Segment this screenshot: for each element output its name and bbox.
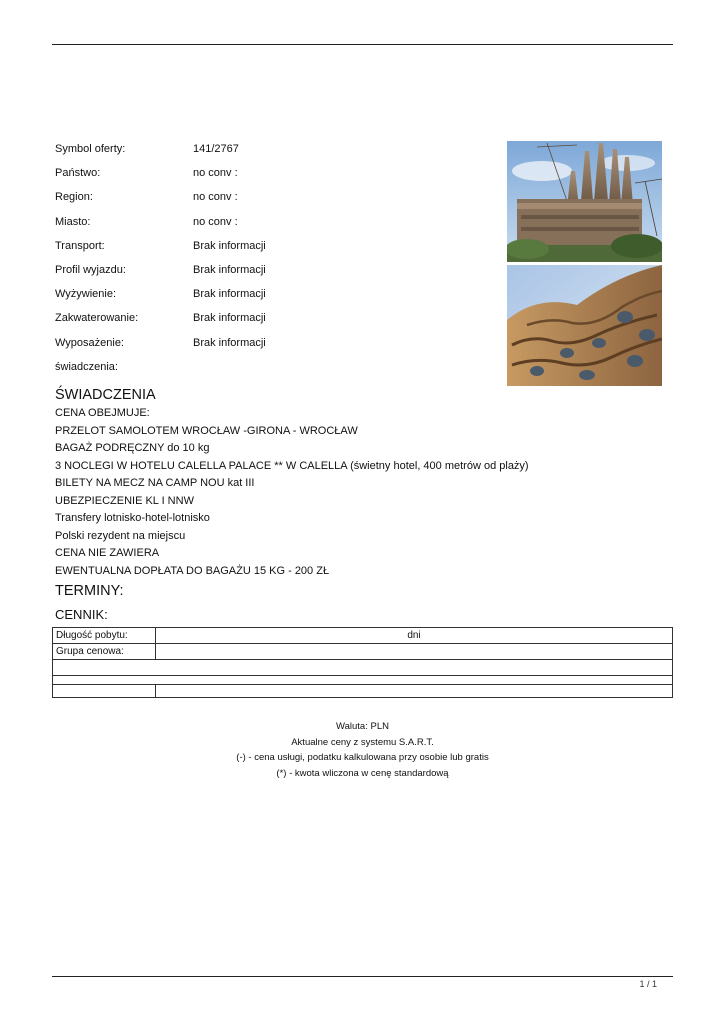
detail-row-symbol [55, 140, 495, 164]
detail-row-services [55, 358, 495, 382]
empty-cell [53, 685, 156, 698]
description-line: 3 NOCLEGI W HOTELU CALELLA PALACE ** W CALELLA (świetny hotel, 400 metrów od plaży) [55, 459, 529, 472]
offer-details [55, 140, 495, 382]
description-line: PRZELOT SAMOLOTEM WROCŁAW -GIRONA - WROCŁAW [55, 424, 358, 437]
detail-value: Brak informacji [193, 336, 266, 349]
price-notes [52, 719, 673, 781]
price-table [52, 627, 673, 698]
price-group-label: Grupa cenowa: [53, 644, 156, 660]
detail-row-accommodation [55, 309, 495, 333]
footer-rule [52, 976, 673, 977]
dash-legend-note: (-) - cena usługi, podatku kalkulowana przy osobie lub gratis [236, 752, 489, 763]
detail-value: Brak informacji [193, 288, 266, 301]
empty-cell [156, 685, 673, 698]
asterisk-legend-note: (*) - kwota wliczona w cenę standardową [276, 767, 449, 779]
detail-row-city [55, 213, 495, 237]
detail-value: no conv : [193, 167, 238, 180]
casa-batllo-photo [507, 265, 662, 386]
table-row [53, 628, 673, 644]
detail-label: Transport: [55, 239, 105, 252]
duration-label: Długość pobytu: [53, 628, 156, 644]
currency-note: Waluta: PLN [336, 721, 389, 732]
detail-row-region [55, 188, 495, 212]
detail-row-profile [55, 261, 495, 285]
prices-source-note: Aktualne ceny z systemu S.A.R.T. [291, 736, 434, 748]
detail-label: Symbol oferty: [55, 143, 126, 155]
empty-cell [53, 676, 673, 685]
services-description [55, 405, 675, 580]
detail-row-equipment [55, 334, 495, 358]
empty-cell [53, 660, 673, 676]
detail-label: Wyposażenie: [55, 336, 124, 349]
description-line: UBEZPIECZENIE KL I NNW [55, 494, 194, 507]
detail-label: Państwo: [55, 167, 101, 180]
services-heading: ŚWIADCZENIA [55, 387, 156, 403]
detail-value: 141/2767 [193, 143, 239, 155]
detail-row-board [55, 285, 495, 309]
detail-value: no conv : [193, 215, 238, 228]
description-line: Polski rezydent na miejscu [55, 529, 186, 542]
detail-label: Wyżywienie: [55, 288, 117, 301]
description-line: CENA NIE ZAWIERA [55, 547, 160, 560]
table-row [53, 676, 673, 685]
page-number: 1 / 1 [639, 979, 657, 989]
detail-label: świadczenia: [55, 360, 118, 373]
description-line: CENA OBEJMUJE: [55, 407, 150, 419]
detail-value: Brak informacji [193, 263, 266, 276]
table-row [53, 660, 673, 676]
detail-value: no conv : [193, 191, 238, 204]
table-row [53, 685, 673, 698]
detail-row-transport [55, 237, 495, 261]
description-line: BILETY NA MECZ NA CAMP NOU kat III [55, 477, 255, 490]
table-row [53, 644, 673, 660]
terms-heading: TERMINY: [55, 583, 124, 599]
detail-value: Brak informacji [193, 239, 266, 252]
description-line: Transfery lotnisko-hotel-lotnisko [55, 512, 210, 525]
detail-row-country [55, 164, 495, 188]
detail-label: Profil wyjazdu: [55, 263, 126, 276]
description-line: BAGAŻ PODRĘCZNY do 10 kg [55, 442, 210, 455]
detail-value: Brak informacji [193, 312, 266, 325]
description-line: EWENTUALNA DOPŁATA DO BAGAŻU 15 KG - 200 ZŁ [55, 564, 330, 577]
price-group-value [156, 644, 673, 660]
detail-label: Region: [55, 191, 93, 204]
duration-unit: dni [156, 628, 673, 644]
header-rule [52, 44, 673, 45]
detail-label: Zakwaterowanie: [55, 312, 139, 325]
price-list-heading: CENNIK: [55, 607, 108, 622]
sagrada-familia-photo [507, 141, 662, 262]
detail-label: Miasto: [55, 215, 91, 228]
